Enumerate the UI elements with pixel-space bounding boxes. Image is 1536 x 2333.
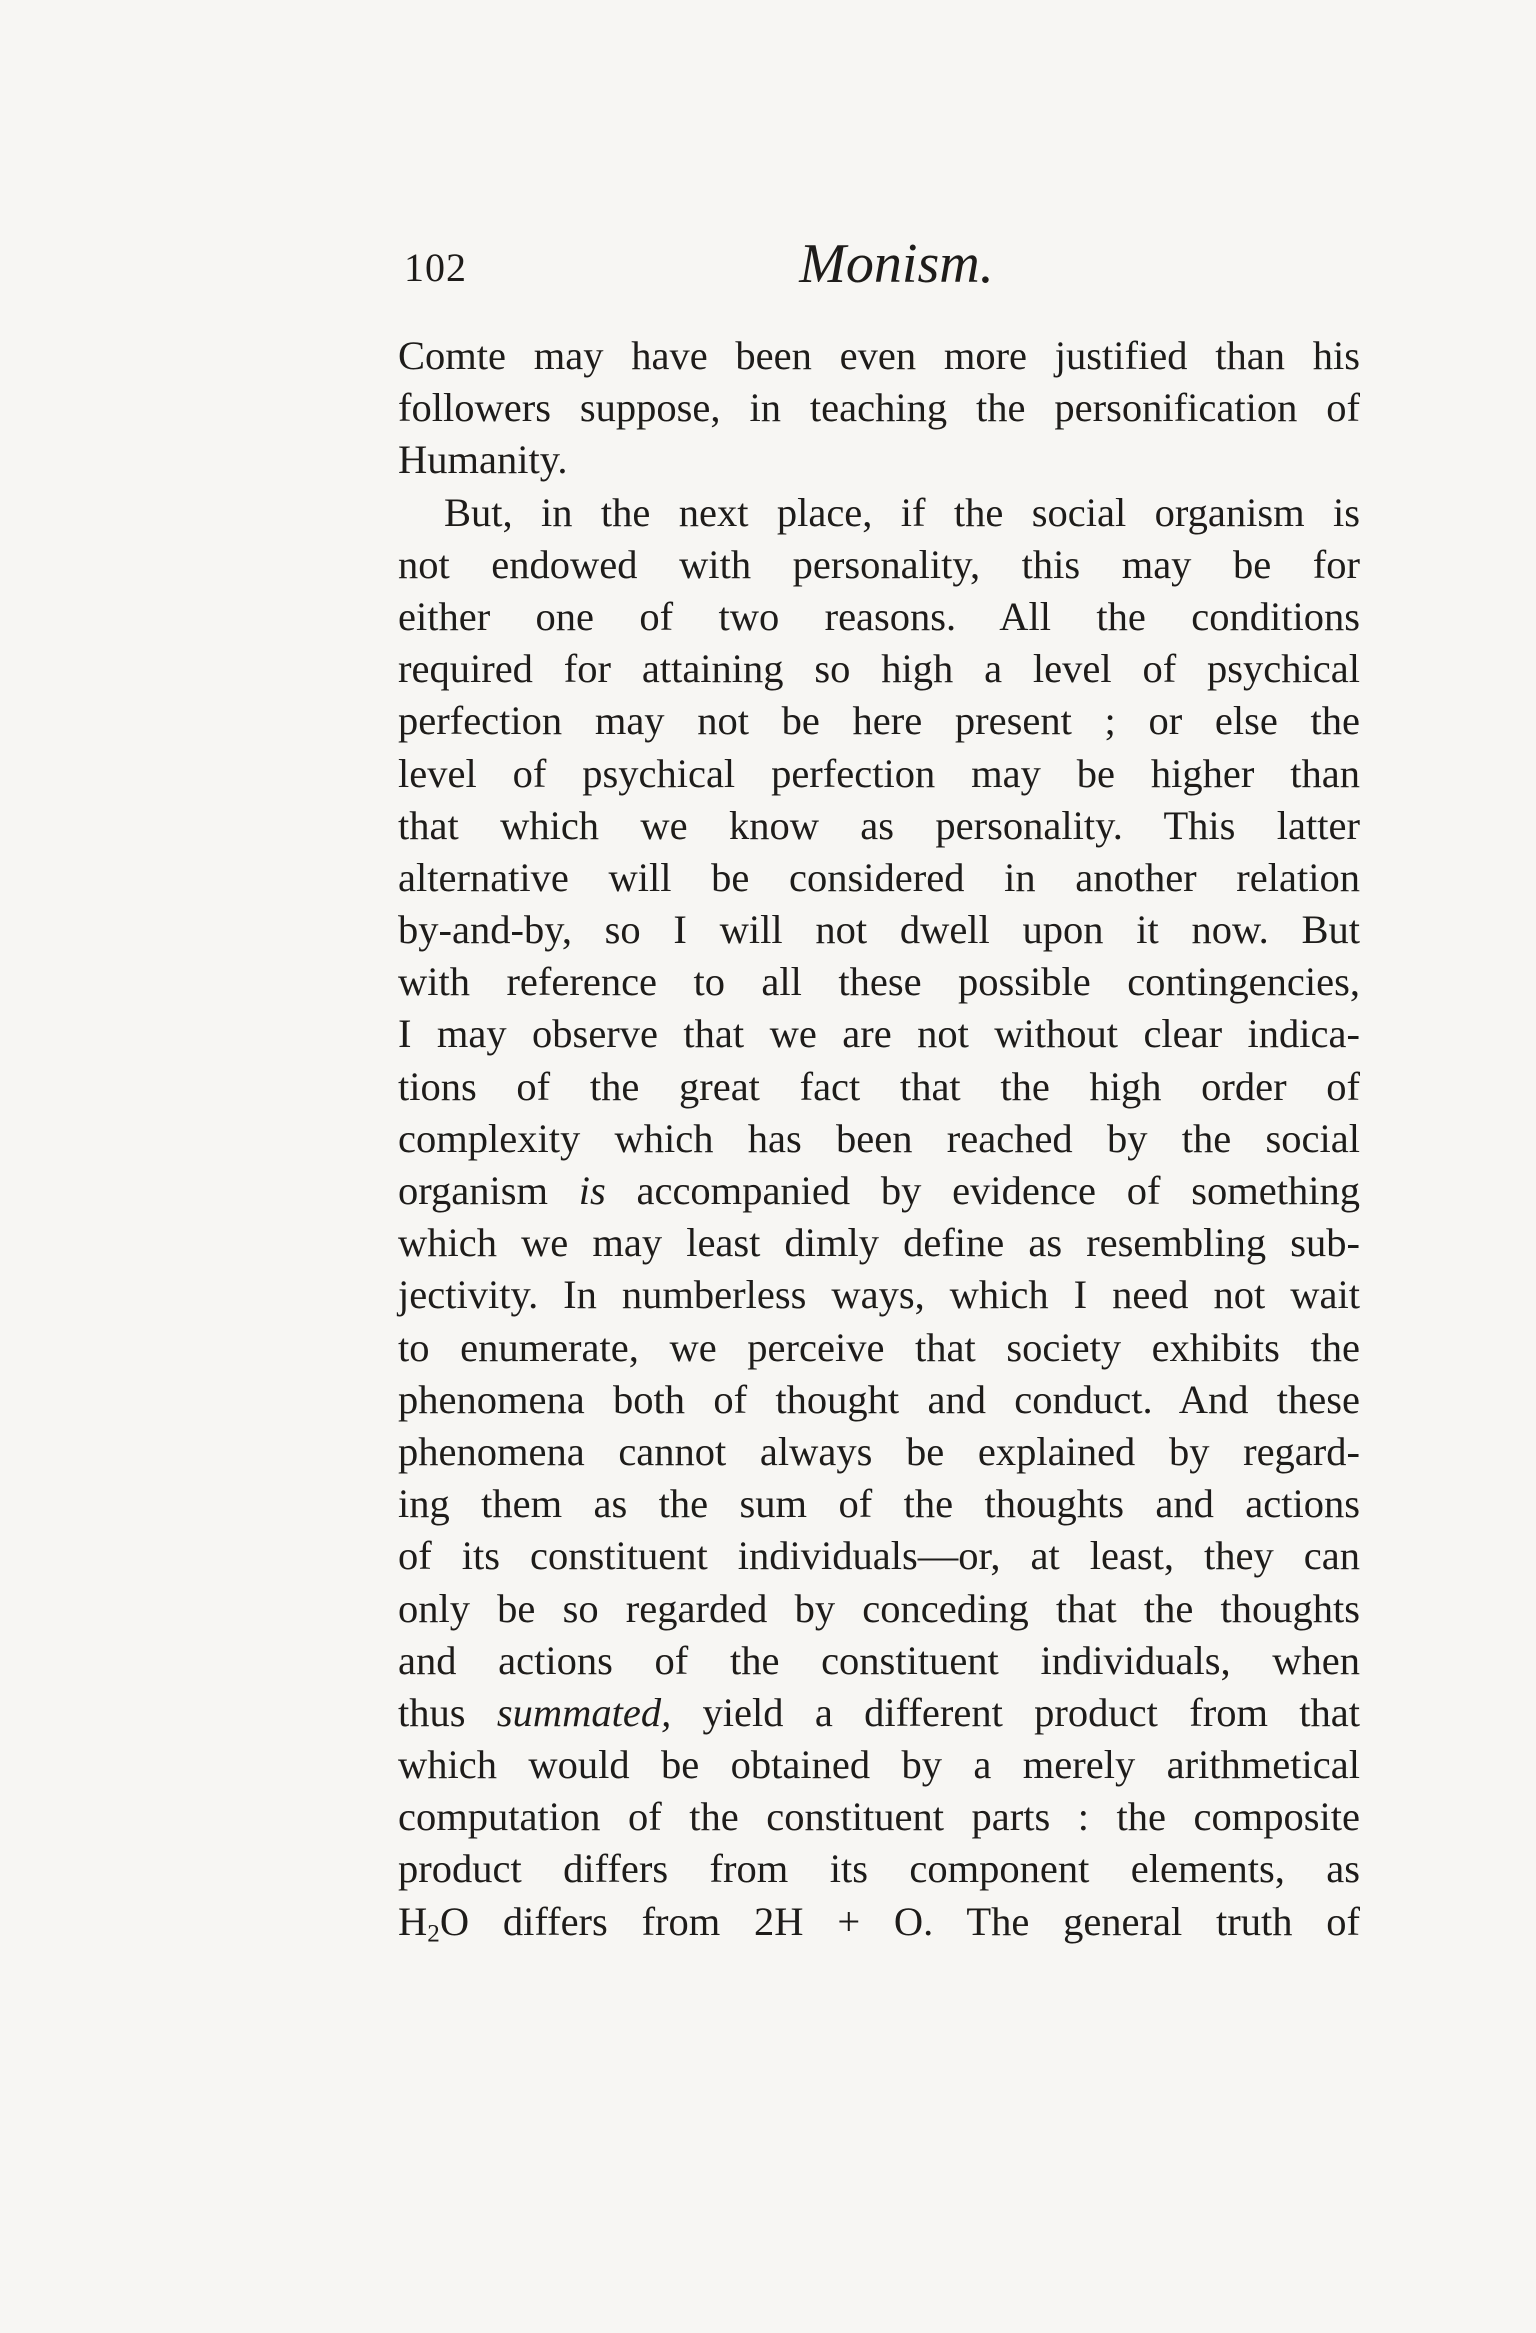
text-line: computation of the constituent parts : the composite — [398, 1794, 1360, 1840]
text-line: followers suppose, in teaching the personification of — [398, 385, 1360, 431]
text-line: phenomena both of thought and conduct. And these — [398, 1376, 1360, 1422]
text-line: either one of two reasons. All the conditions — [398, 593, 1360, 639]
text-line: alternative will be considered in another relation — [398, 854, 1360, 900]
text-line: Comte may have been even more justified than his — [398, 333, 1360, 378]
text-fragment: organism — [398, 1168, 579, 1213]
text-fragment: thus — [398, 1689, 497, 1735]
running-title: Monism. — [799, 233, 994, 295]
text-fragment: accompanied by evidence of something — [605, 1168, 1360, 1213]
text-line: phenomena cannot always be explained by regard- — [398, 1428, 1360, 1474]
text-line: product differs from its component elements, as — [398, 1846, 1360, 1892]
text-line: by-and-by, so I will not dwell upon it now. But — [398, 907, 1360, 953]
text-line: which we may least dimly define as resembling sub- — [398, 1220, 1360, 1266]
text-fragment: O differs from 2H + O. The general truth of — [439, 1898, 1360, 1944]
page-number: 102 — [404, 245, 467, 290]
running-head — [404, 232, 1359, 302]
text-line: of its constituent individuals—or, at least, they can — [398, 1533, 1360, 1579]
text-line: ing them as the sum of the thoughts and actions — [398, 1481, 1360, 1527]
text-line: to enumerate, we perceive that society exhibits the — [398, 1324, 1360, 1370]
text-line: with reference to all these possible contingencies, — [398, 959, 1360, 1005]
text-line: level of psychical perfection may be higher than — [398, 750, 1360, 796]
text-line: which would be obtained by a merely arithmetical — [398, 1742, 1360, 1788]
text-line — [398, 1165, 1360, 1217]
text-line: only be so regarded by conceding that the thoughts — [398, 1585, 1360, 1631]
text-line — [398, 1687, 1360, 1739]
text-line: tions of the great fact that the high order of — [398, 1063, 1360, 1109]
text-line: not endowed with personality, this may be for — [398, 541, 1360, 587]
chemical-formula-subscript: 2 — [427, 1919, 440, 1947]
text-line: I may observe that we are not without clear indica- — [398, 1011, 1360, 1057]
text-line: required for attaining so high a level of psychical — [398, 646, 1360, 692]
text-line: complexity which has been reached by the social — [398, 1115, 1360, 1161]
text-line: Humanity. — [398, 437, 568, 483]
text-line: jectivity. In numberless ways, which I need not wait — [398, 1272, 1360, 1318]
text-line: and actions of the constituent individuals, when — [398, 1637, 1360, 1683]
chemical-formula-h: H — [398, 1898, 428, 1944]
body-text — [398, 330, 1360, 1948]
italic-emphasis: summated, — [496, 1689, 672, 1735]
italic-emphasis: is — [578, 1168, 606, 1213]
text-line: that which we know as personality. This latter — [398, 802, 1360, 848]
text-fragment: yield a different product from that — [671, 1689, 1360, 1735]
text-line: perfection may not be here present ; or else the — [398, 698, 1360, 744]
text-line: But, in the next place, if the social organism is — [444, 489, 1360, 535]
text-line — [398, 1896, 1360, 1948]
